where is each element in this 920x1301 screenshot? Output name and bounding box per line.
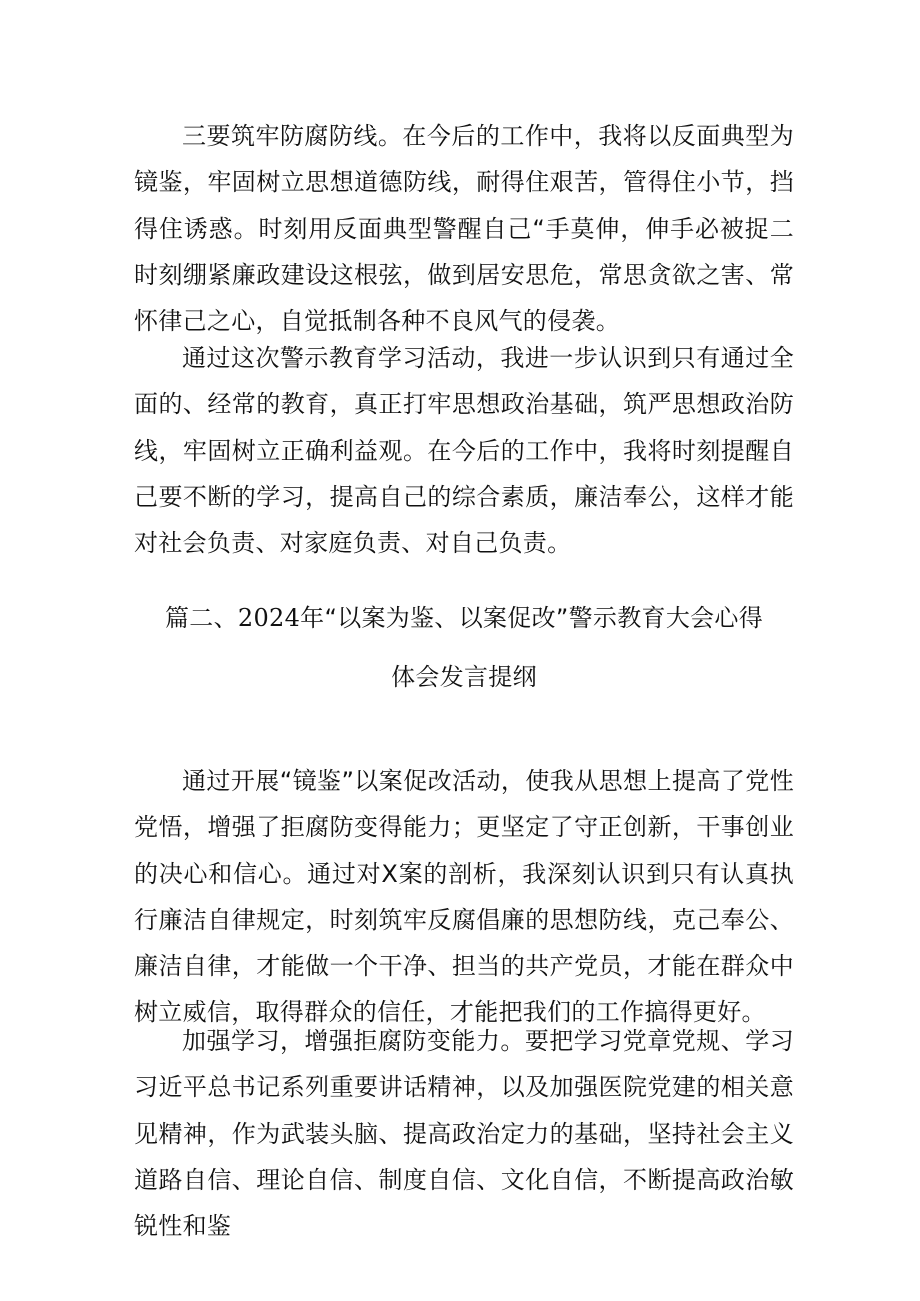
section-heading-continued: 体会发言提纲 bbox=[391, 663, 537, 691]
heading-year: 2024 bbox=[237, 604, 301, 632]
body-paragraph: 三要筑牢防腐防线。在今后的工作中，我将以反面典型为镜鉴，牢固树立思想道德防线，耐得住艰苦，管得住小节，挡得住诱惑。时刻用反面典型警醒自己“手莫伸，伸手必被捉二时刻绷紧廉政建设这根弦，做到居安思危，常思贪欲之害、常怀律己之心，自觉抵制各种不良风气的侵袭。 bbox=[134, 122, 794, 336]
heading-suffix: 年“以案为鉴、以案促改”警示教育大会心得 bbox=[300, 604, 764, 632]
section-heading bbox=[134, 601, 794, 635]
heading-prefix: 篇二、 bbox=[164, 604, 238, 632]
body-paragraph: 通过这次警示教育学习活动，我进一步认识到只有通过全面的、经常的教育，真正打牢思想政治基础，筑严思想政治防线，牢固树立正确利益观。在今后的工作中，我将时刻提醒自己要不断的学习，提高自己的综合素质，廉洁奉公，这样才能对社会负责、对家庭负责、对自己负责。 bbox=[134, 344, 794, 558]
body-paragraph: 加强学习，增强拒腐防变能力。要把学习党章党规、学习习近平总书记系列重要讲话精神，以及加强医院党建的相关意见精神，作为武装头脑、提高政治定力的基础，坚持社会主义道路自信、理论自信、制度自信、文化自信，不断提高政治敏锐性和鉴 bbox=[134, 1027, 794, 1241]
body-paragraph: 通过开展“镜鉴”以案促改活动，使我从思想上提高了党性党悟，增强了拒腐防变得能力；更坚定了守正创新，干事创业的决心和信心。通过对X案的剖析，我深刻认识到只有认真执行廉洁自律规定，时刻筑牢反腐倡廉的思想防线，克己奉公、廉洁自律，才能做一个干净、担当的共产党员，才能在群众中树立威信，取得群众的信任，才能把我们的工作搞得更好。 bbox=[134, 767, 794, 1027]
